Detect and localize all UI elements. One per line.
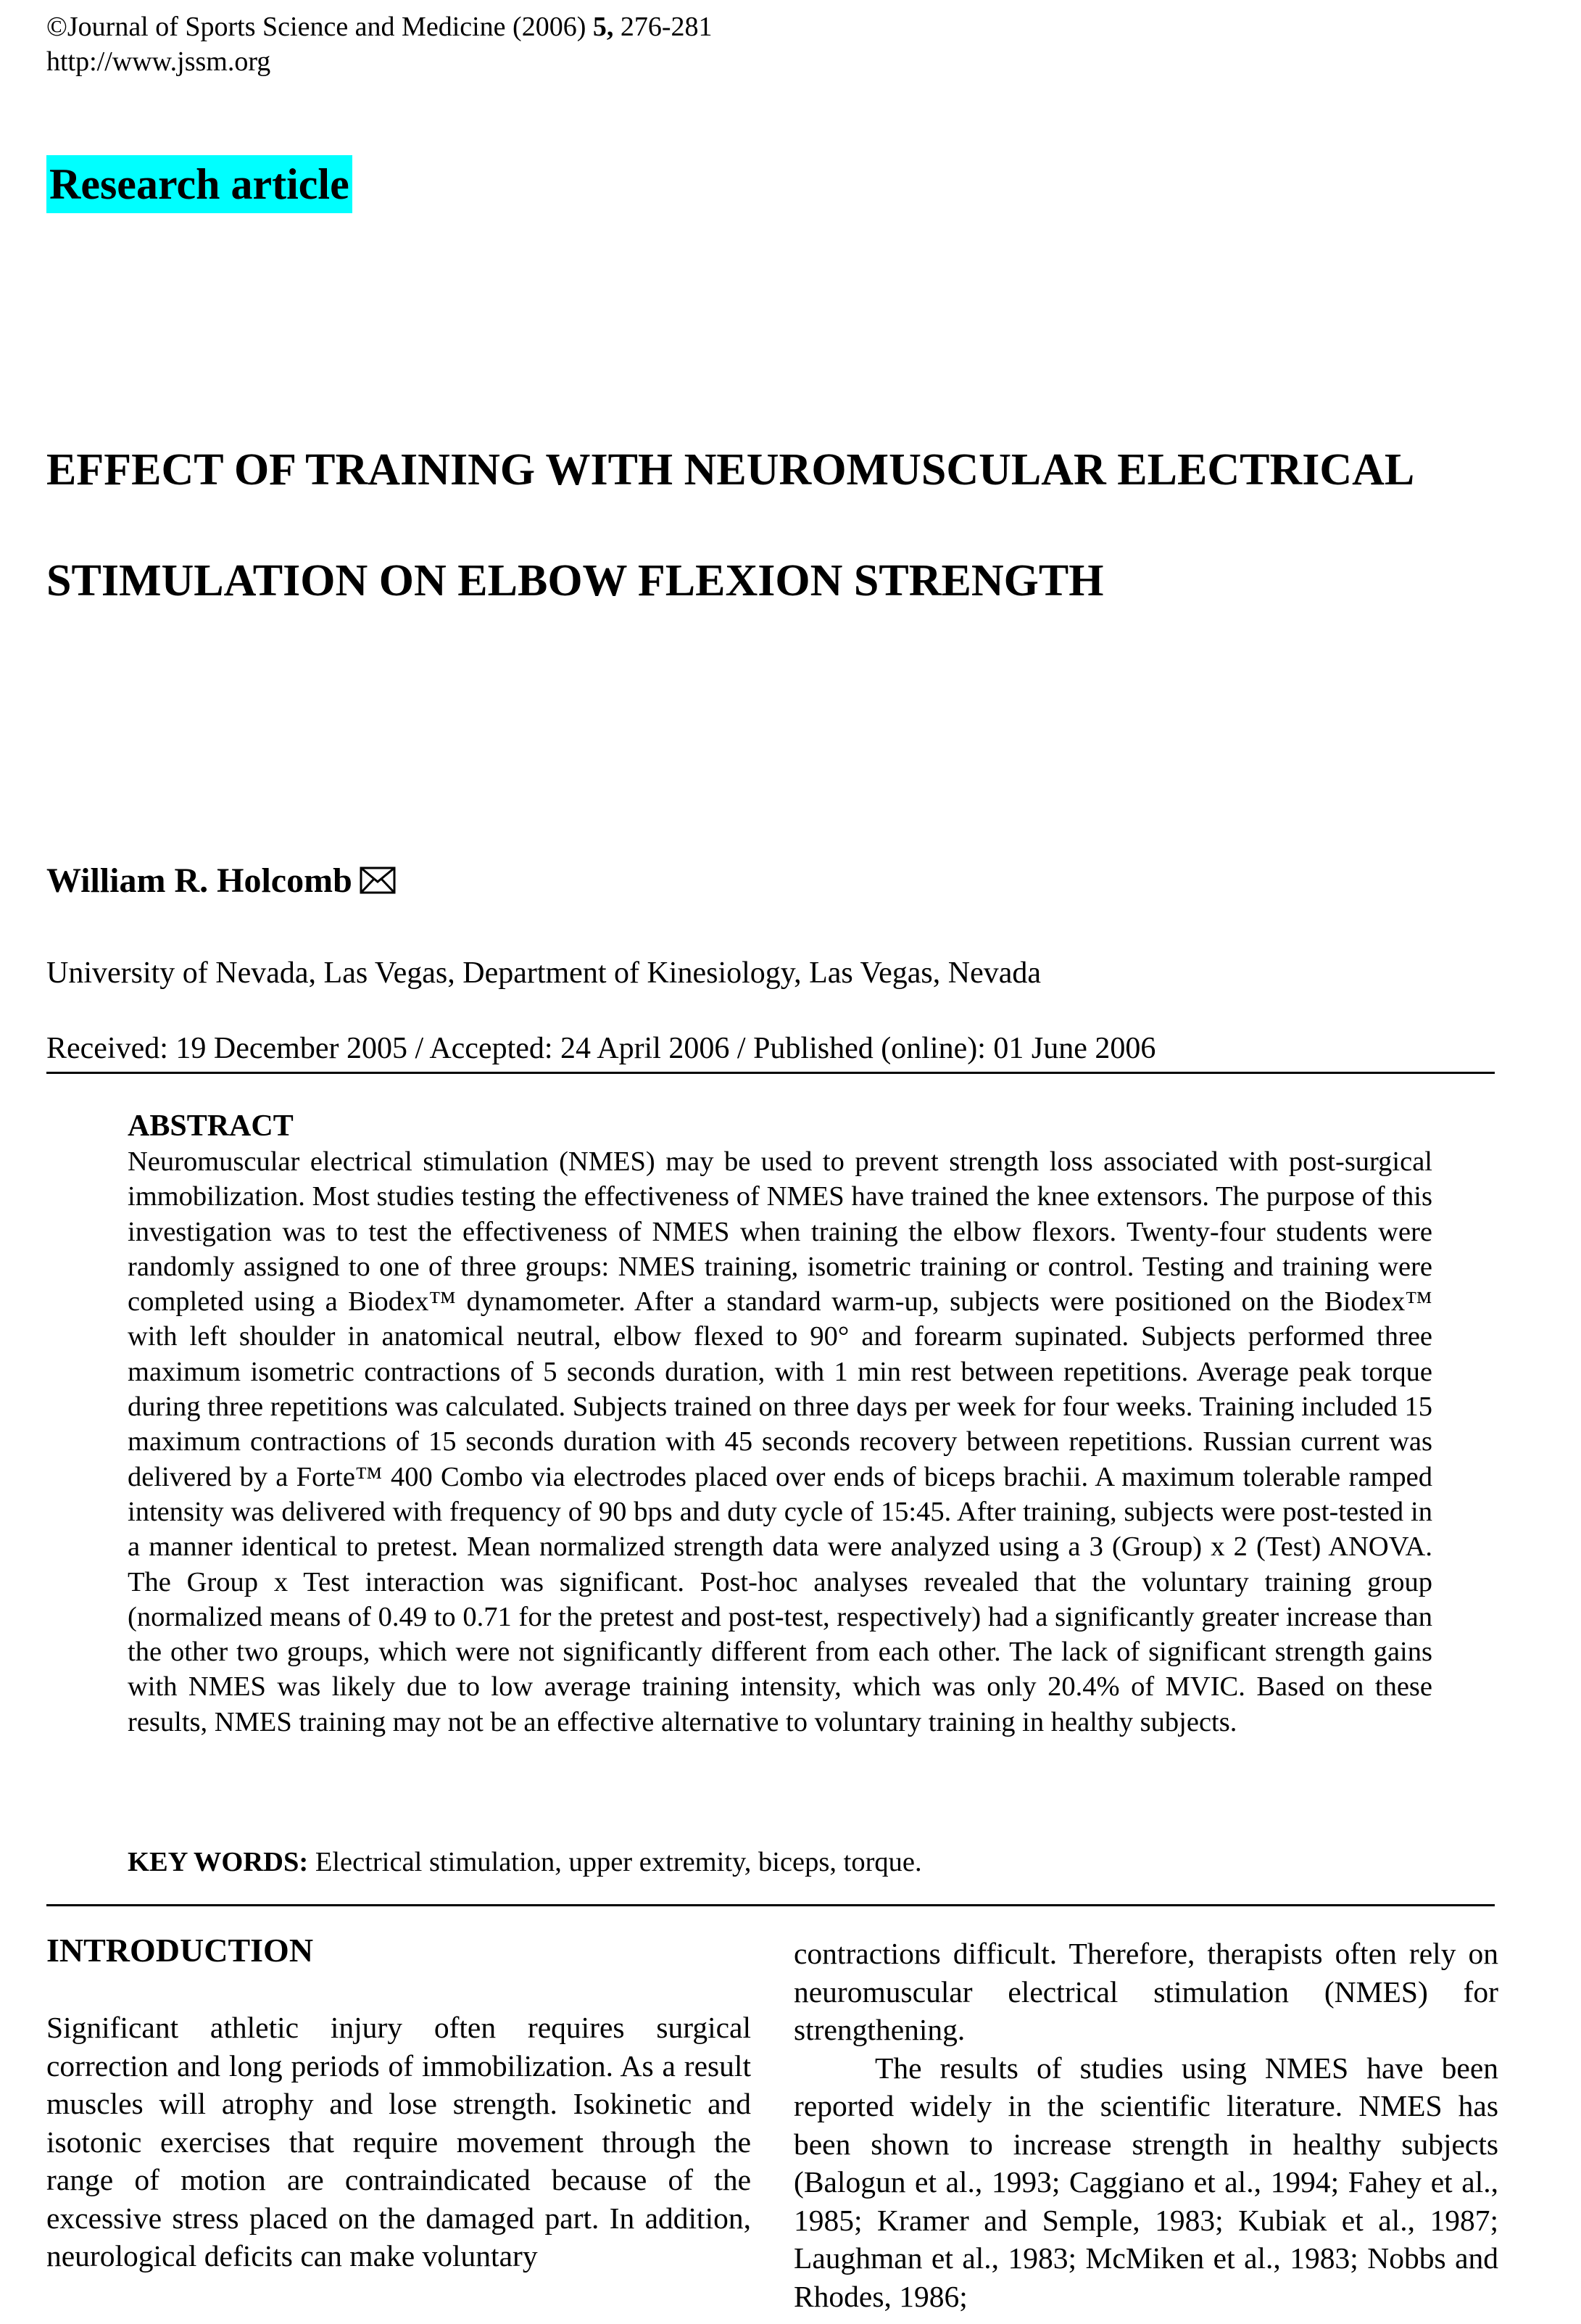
author-line <box>46 859 396 903</box>
author-affiliation: University of Nevada, Las Vegas, Department of Kinesiology, Las Vegas, Nevada <box>46 956 1042 990</box>
journal-citation <box>46 10 713 44</box>
journal-volume: 5, <box>592 12 614 42</box>
keywords <box>128 1845 922 1880</box>
publication-dates: Received: 19 December 2005 / Accepted: 24 April 2006 / Published (online): 01 June 2006 <box>46 1032 1156 1065</box>
column-left <box>46 1930 751 2275</box>
top-divider <box>46 1072 1495 1074</box>
author-name: William R. Holcomb <box>46 861 352 900</box>
introduction-paragraph-2: The results of studies using NMES have been reported widely in the scientific literature. NMES has been shown to increase strength in healthy subjects (Balogun et al., 1993; Caggiano et al., 1994; Fahey et al., 1985; Kramer and Semple, 1983; Kubiak et al., 1987; Laughman et al., 1983; McMiken et al., 1983; Nobbs and Rhodes, 1986; <box>794 2051 1498 2313</box>
introduction-paragraph-1: Significant athletic injury often requires surgical correction and long periods of immobilization. As a result muscles will atrophy and lose strength. Isokinetic and isotonic exercises that require movement through the range of motion are contraindicated because of the excessive stress placed on the damaged part. In addition, neurological deficits can make voluntary <box>46 2011 751 2273</box>
keywords-label: KEY WORDS: <box>128 1847 309 1877</box>
abstract-text: Neuromuscular electrical stimulation (NMES) may be used to prevent strength loss associated with post-surgical immobilization. Most studies testing the effectiveness of NMES have trained the knee extensors. The purpose of this investigation was to test the effectiveness of NMES when training the elbow flexors. Twenty-four students were randomly assigned to one of three groups: NMES training, isometric training or control. Testing and training were completed using a Biodex™ dynamometer. After a standard warm-up, subjects were positioned on the Biodex™ with left shoulder in anatomical neutral, elbow flexed to 90° and forearm supinated. Subjects performed three maximum isometric contractions of 5 seconds duration, with 1 min rest between repetitions. Average peak torque during three repetitions was calculated. Subjects trained on three days per week for four weeks. Training included 15 maximum contractions of 15 seconds duration with 45 seconds recovery between repetitions. Russian current was delivered by a Forte™ 400 Combo via electrodes placed over ends of biceps brachii. A maximum tolerable ramped intensity was delivered with frequency of 90 bps and duty cycle of 15:45. After training, subjects were post-tested in a manner identical to pretest. Mean normalized strength data were analyzed using a 3 (Group) x 2 (Test) ANOVA. The Group x Test interaction was significant. Post-hoc analyses revealed that the voluntary training group (normalized means of 0.49 to 0.71 for the pretest and post-test, respectively) had a significantly greater increase than the other two groups, which were not significantly different from each other. The lack of significant strength gains with NMES was likely due to low average training intensity, which was only 20.4% of MVIC. Based on these results, NMES training may not be an effective alternative to voluntary training in healthy subjects. <box>128 1146 1432 1737</box>
keywords-text: Electrical stimulation, upper extremity, biceps, torque. <box>308 1847 922 1877</box>
envelope-icon[interactable] <box>360 866 396 895</box>
article-type-label: Research article <box>46 155 352 213</box>
journal-url[interactable]: http://www.jssm.org <box>46 46 271 77</box>
journal-name: ©Journal of Sports Science and Medicine (2006) <box>46 12 593 42</box>
abstract-heading: ABSTRACT <box>128 1109 294 1143</box>
abstract-section <box>128 1108 1432 1740</box>
article-title: EFFECT OF TRAINING WITH NEUROMUSCULAR ELECTRICAL STIMULATION ON ELBOW FLEXION STRENGTH <box>46 445 1412 605</box>
bottom-divider <box>46 1904 1495 1906</box>
journal-pages: 276-281 <box>613 12 713 42</box>
introduction-heading: INTRODUCTION <box>46 1932 314 1969</box>
introduction-paragraph-1-continued: contractions difficult. Therefore, therapists often rely on neuromuscular electrical stimulation (NMES) for strengthening. <box>794 1937 1498 2046</box>
column-right <box>794 1935 1498 2315</box>
